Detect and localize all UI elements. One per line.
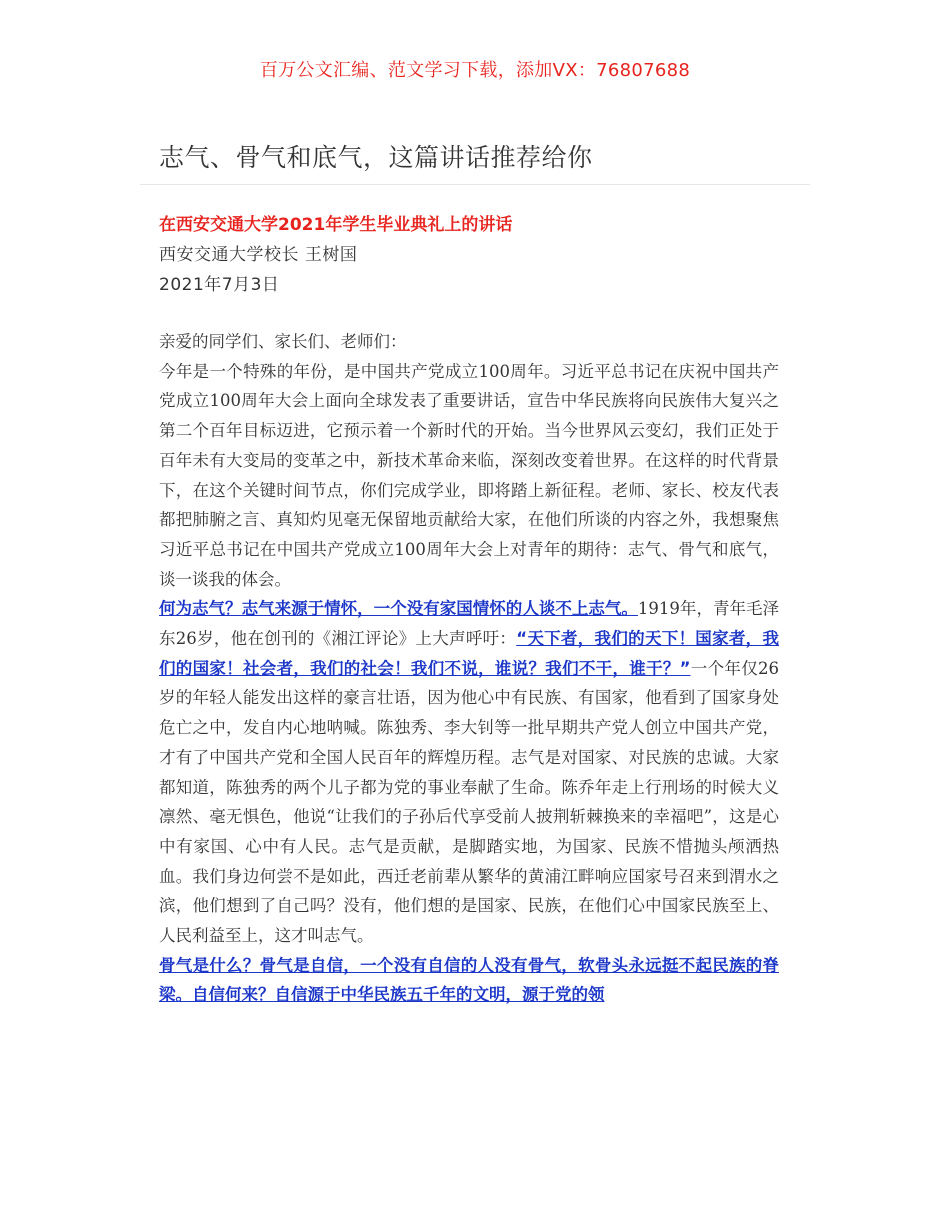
- highlight-backbone-heading: 骨气是什么？骨气是自信，一个没有自信的人没有骨气，软骨头永远挺不起民族的脊梁。自信何来？自信源于中华民族五千年的文明，源于党的领: [159, 955, 779, 1005]
- paragraph-intro: 今年是一个特殊的年份，是中国共产党成立100周年。习近平总书记在庆祝中国共产党成立100周年大会上面向全球发表了重要讲话，宣告中华民族将向民族伟大复兴之第二个百年目标迈进，它预示着一个新时代的开始。当今世界风云变幻，我们正处于百年未有大变局的变革之中，新技术革命来临，深刻改变着世界。在这样的时代背景下，在这个关键时间节点，你们完成学业，即将踏上新征程。老师、家长、校友代表都把肺腑之言、真知灼见毫无保留地贡献给大家，在他们所谈的内容之外，我想聚焦习近平总书记在中国共产党成立100周年大会上对青年的期待：志气、骨气和底气，谈一谈我的体会。: [159, 361, 779, 589]
- article-body: [159, 327, 779, 1010]
- paragraph-ambition: [159, 594, 779, 950]
- text-ambition-2: 一个年仅26岁的年轻人能发出这样的豪言壮语，因为他心中有民族、有国家，他看到了国家身处危亡之中，发自内心地呐喊。陈独秀、李大钊等一批早期共产党人创立中国共产党，才有了中国共产党和全国人民百年的辉煌历程。志气是对国家、对民族的忠诚。大家都知道，陈独秀的两个儿子都为党的事业奉献了生命。陈乔年走上行刑场的时候大义凛然、毫无惧色，他说“让我们的子孙后代享受前人披荆斩棘换来的幸福吧”，这是心中有家国、心中有人民。志气是贡献，是脚踏实地，为国家、民族不惜抛头颅洒热血。我们身边何尝不是如此，西迁老前辈从繁华的黄浦江畔响应国家号召来到渭水之滨，他们想到了自己吗？没有，他们想的是国家、民族，在他们心中国家民族至上、人民利益至上，这才叫志气。: [159, 658, 779, 946]
- greeting: 亲爱的同学们、家长们、老师们：: [159, 332, 407, 351]
- speech-author: 西安交通大学校长 王树国: [159, 245, 358, 265]
- speech-subtitle: 在西安交通大学2021年学生毕业典礼上的讲话: [159, 215, 513, 235]
- article-title: 志气、骨气和底气，这篇讲话推荐给你: [159, 143, 593, 172]
- highlight-mao-quote: “天下者，我们的天下！国家者，我们的国家！社会者，我们的社会！我们不说，谁说？我们不干，谁干？”: [159, 629, 779, 678]
- promo-banner: 百万公文汇编、范文学习下载，添加VX：76807688: [259, 60, 691, 81]
- speech-date: 2021年7月3日: [159, 275, 280, 295]
- highlight-ambition-heading: 何为志气？志气来源于情怀，一个没有家国情怀的人谈不上志气。: [159, 599, 638, 619]
- title-divider: [140, 184, 810, 185]
- paragraph-backbone: [159, 951, 779, 1010]
- text-ambition-1: 1919年，青年毛泽东26岁，他在创刊的《湘江评论》上大声呼吁：: [159, 599, 779, 649]
